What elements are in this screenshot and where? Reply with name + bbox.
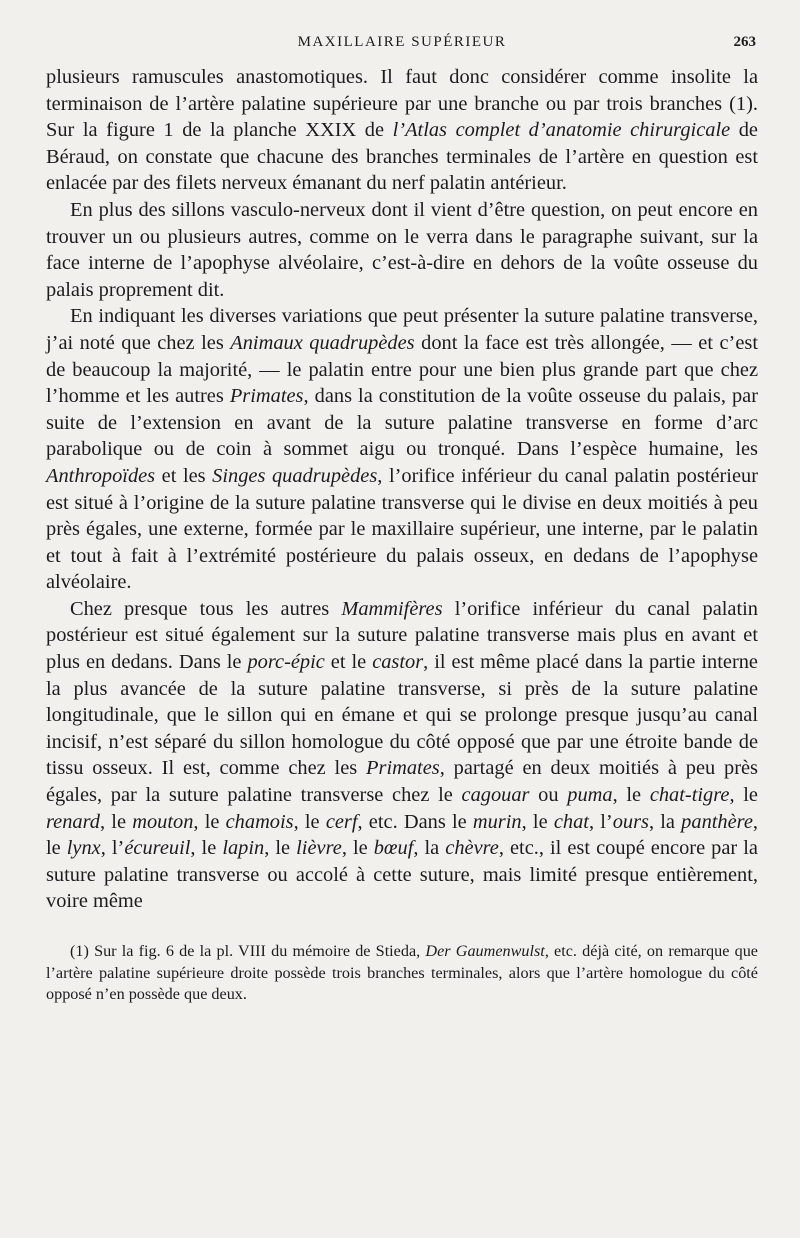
text-run: , l’ xyxy=(588,810,613,833)
text-run: et les xyxy=(155,464,213,487)
text-run: , le xyxy=(193,810,226,833)
italic-text: Animaux quadrupèdes xyxy=(230,331,415,354)
text-run: , le xyxy=(341,837,374,860)
text-run: , le xyxy=(293,810,326,833)
text-run: , la xyxy=(413,837,446,860)
text-run: , le xyxy=(612,784,650,807)
text-run: , partagé en deux moitiés à peu près égales, par la suture palatine transverse chez le xyxy=(46,757,758,807)
italic-text: cerf xyxy=(325,810,358,833)
italic-text: chèvre xyxy=(445,837,499,860)
page-header xyxy=(46,30,758,58)
text-run: l’orifice inférieur du canal palatin postérieur est situé également sur la suture palatine transverse mais plus en avant et plus en dedans. Dans le xyxy=(46,597,758,674)
text-run: , etc., il est coupé encore par la suture palatine transverse ou accolé à cette suture, mais limité presque entièrement, voire même xyxy=(46,837,758,913)
italic-text: murin xyxy=(472,810,522,833)
paragraph xyxy=(46,303,758,596)
italic-text: Der Gaumenwulst xyxy=(425,942,545,960)
italic-text: Singes quadrupèdes xyxy=(212,464,378,487)
italic-text: bœuf xyxy=(373,837,414,860)
text-run: , le xyxy=(190,837,223,860)
text-run: , dans la constitution de la voûte osseuse du palais, par suite de l’extension en avant de la suture palatine transverse en forme d’arc parabolique ou de coin à sommet aigu ou tronqué. Dans l’espèce humaine, les xyxy=(46,385,759,461)
text-run: de Béraud, on constate que chacune des branches terminales de l’artère en question est enlacée par des filets nerveux émanant du nerf palatin antérieur. xyxy=(46,119,758,195)
text-run: , etc. Dans le xyxy=(357,810,473,833)
italic-text: chamois xyxy=(225,810,294,833)
italic-text: Mammifères xyxy=(341,597,443,620)
body-text xyxy=(46,64,758,915)
italic-text: écureuil xyxy=(124,837,191,860)
italic-text: lièvre xyxy=(296,837,342,860)
text-run: , la xyxy=(648,810,682,833)
italic-text: Primates xyxy=(366,757,440,780)
text-run: plusieurs ramuscules anastomotiques. Il faut donc considérer comme insolite la terminaison de l’artère palatine supérieure par une branche ou par trois branches (1). Sur la figure 1 de la planche XXIX de xyxy=(46,66,758,142)
text-run: , le xyxy=(46,810,759,860)
italic-text: l’Atlas complet d’anatomie chirurgicale xyxy=(392,119,731,142)
italic-text: lapin xyxy=(222,837,265,860)
text-run: , le xyxy=(729,784,758,807)
text-run: En plus des sillons vasculo-nerveux dont il vient d’être question, on peut encore en trouver un ou plusieurs autres, comme on le verra dans le paragraphe suivant, sur la face interne de l’apophyse alvéolaire, c’est-à-dire en dehors de la voûte osseuse du palais proprement dit. xyxy=(46,198,758,301)
book-page xyxy=(46,30,758,1006)
text-run: , l’orifice inférieur du canal palatin postérieur est situé à l’origine de la suture palatine transverse qui le divise en deux moitiés à peu près égales, une externe, formée par le maxillaire supérieur, une interne, par le palatin et tout à fait à l’extrémité postérieure du palais osseux, en dedans de l’apophyse alvéolaire. xyxy=(46,464,758,594)
italic-text: chat-tigre xyxy=(649,784,730,807)
italic-text: lynx xyxy=(66,837,101,860)
text-run: , le xyxy=(521,810,554,833)
italic-text: mouton xyxy=(132,810,194,833)
italic-text: panthère xyxy=(681,810,753,833)
footnote xyxy=(46,941,758,1006)
italic-text: ours xyxy=(612,810,649,833)
page-number: 263 xyxy=(733,34,756,50)
italic-text: castor xyxy=(372,651,424,674)
text-run: ou xyxy=(529,784,568,807)
text-run: Chez presque tous les autres xyxy=(70,597,342,620)
text-run: , etc. déjà cité, on remarque que l’artère palatine supérieure droite possède trois branches terminales, alors que l’artère homologue du côté opposé n’en possède que deux. xyxy=(46,942,758,1003)
text-run: , l’ xyxy=(100,837,125,860)
text-run: , le xyxy=(100,810,133,833)
italic-text: renard xyxy=(46,810,100,833)
italic-text: porc-épic xyxy=(247,651,325,674)
text-run: (1) Sur la fig. 6 de la pl. VIII du mémoire de Stieda, xyxy=(70,942,426,960)
italic-text: chat xyxy=(553,810,589,833)
italic-text: cagouar xyxy=(461,784,530,807)
italic-text: puma xyxy=(567,784,613,807)
italic-text: Primates xyxy=(229,385,304,408)
paragraph xyxy=(46,596,758,915)
running-title: MAXILLAIRE SUPÉRIEUR xyxy=(297,34,507,50)
text-run: En indiquant les diverses variations que peut présenter la suture palatine transverse, j’ai noté que chez les xyxy=(46,305,758,354)
text-run: et le xyxy=(324,651,373,674)
paragraph xyxy=(46,197,758,303)
text-run: dont la face est très allongée, — et c’est de beaucoup la majorité, — le palatin entre pour une bien plus grande part que chez l’homme et les autres xyxy=(46,331,758,408)
paragraph xyxy=(46,64,758,197)
text-run: , il est même placé dans la partie interne la plus avancée de la suture palatine transverse, si près de la suture palatine longitudinale, que le sillon qui en émane et qui se prolonge presque jusqu’au canal incisif, n’est séparé du sillon homologue du côté opposé que par une étroite bande de tissu osseux. Il est, comme chez les xyxy=(46,651,758,780)
italic-text: Anthropoïdes xyxy=(46,464,156,487)
footnotes xyxy=(46,941,758,1006)
text-run: , le xyxy=(264,837,297,860)
